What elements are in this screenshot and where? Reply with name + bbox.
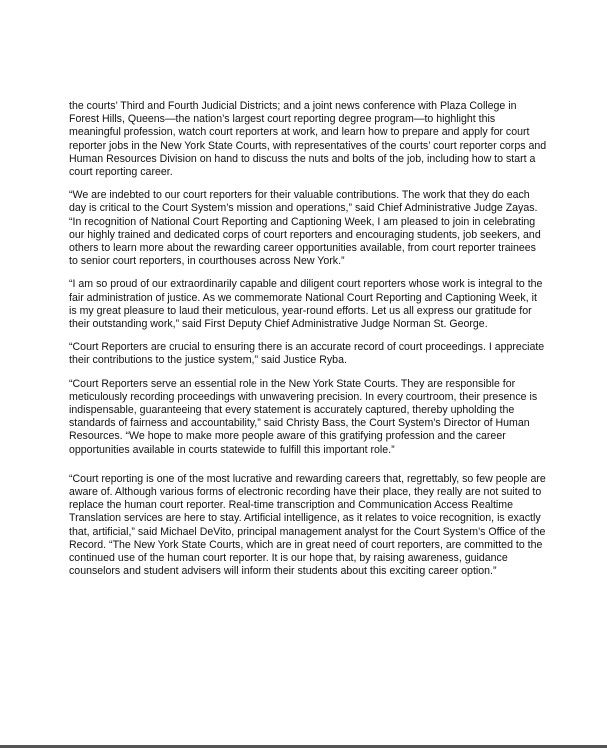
- paragraph-quote-michael-devito: “Court reporting is one of the most lucrative and rewarding careers that, regrettably, so few people are aware of. Although various forms of electronic recording have their place, they really are not suited to replace the human court reporter. Real-time transcription and Communication Access Realtime Translation services are here to stay. Artificial intelligence, as it relates to voice recognition, is exactly that, artificial,” said Michael DeVito, principal management analyst for the Court System’s Office of the Record. “The New York State Courts, which are in great need of court reporters, are committed to the continued use of the human court reporter. It is our hope that, by raising awareness, guidance counselors and student advisers will inform their students about this exciting career option.”: [69, 472, 546, 578]
- paragraph-districts-news-conference: the courts’ Third and Fourth Judicial Districts; and a joint news conference with Plaza College in Forest Hills, Queens—the nation’s largest court reporting degree program—to highlight this meaningful profession, watch court reporters at work, and learn how to prepare and apply for court reporter jobs in the New York State Courts, with representatives of the courts’ court reporter corps and Human Resources Division on hand to discuss the nuts and bolts of the job, including how to start a court reporting career.: [69, 100, 547, 179]
- paragraph-quote-christy-bass: “Court Reporters serve an essential role in the New York State Courts. They are responsible for meticulously recording proceedings with unwavering precision. In every courtroom, their presence is indispensable, guaranteeing that every statement is accurately captured, thereby upholding the standards of fairness and accountability,” said Christy Bass, the Court System’s Director of Human Resources. “We hope to make more people aware of this gratifying profession and the career opportunities available in courts statewide to fulfill this important role.”: [69, 377, 538, 456]
- paragraph-quote-judge-zayas: “We are indebted to our court reporters for their valuable contributions. The work that they do each day is critical to the Court System’s mission and operations,” said Chief Administrative Judge Zayas. “In recognition of National Court Reporting and Captioning Week, I am pleased to join in celebrating our highly trained and dedicated corps of court reporters and encouraging students, job seekers, and others to learn more about the rewarding career opportunities available, from court reporter trainees to senior court reporters, in courthouses across New York.”: [69, 189, 541, 268]
- paragraph-quote-judge-st-george: “I am so proud of our extraordinarily capable and diligent court reporters whose work is integral to the fair administration of justice. As we commemorate National Court Reporting and Captioning Week, it is my great pleasure to laud their meticulous, year-round efforts. Let us all express our gratitude for their outstanding work,” said First Deputy Chief Administrative Judge Norman St. George.: [69, 278, 543, 331]
- document-body: [69, 100, 547, 589]
- paragraph-quote-justice-ryba: “Court Reporters are crucial to ensuring there is an accurate record of court proceedings. I appreciate their contributions to the justice system,” said Justice Ryba.: [69, 341, 545, 367]
